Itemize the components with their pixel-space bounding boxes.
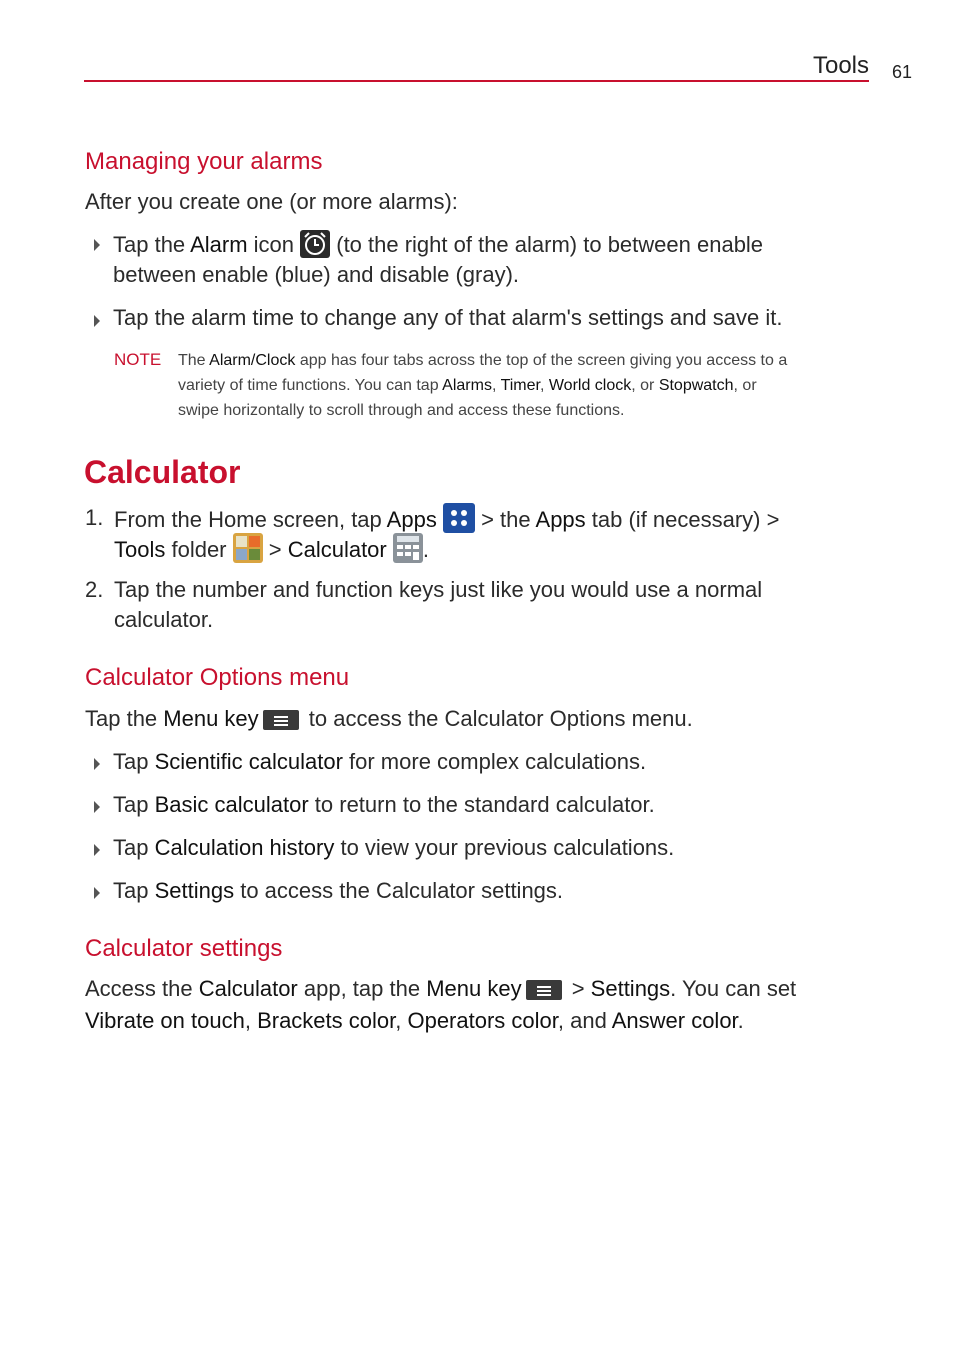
menu-key-icon [263, 710, 299, 730]
note-line-1: The Alarm/Clock app has four tabs across the top of the screen giving you access to a [178, 352, 788, 369]
step-1-cont: Tools folder > Calculator . [114, 533, 429, 571]
options-item: Tap Scientific calculator for more complex calculations. [113, 749, 647, 774]
options-heading: Calculator Options menu [85, 664, 350, 691]
alarms-bullet-2: Tap the alarm time to change any of that alarm's settings and save it. [113, 305, 783, 330]
bullet-arrow-icon [94, 758, 100, 770]
bullet-arrow-icon [94, 315, 100, 327]
alarms-heading: Managing your alarms [85, 148, 323, 175]
note-line-2: variety of time functions. You can tap Alarms, Timer, World clock, or Stopwatch, or [178, 377, 757, 394]
section-title: Tools [812, 52, 869, 79]
step-2-number: 2. [85, 577, 104, 602]
tools-folder-icon [233, 533, 263, 571]
options-item: Tap Basic calculator to return to the standard calculator. [113, 792, 655, 817]
settings-line-1: Access the Calculator app, tap the Menu key > Settings. You can set [85, 976, 797, 1001]
header-divider [84, 80, 869, 82]
options-item: Tap Settings to access the Calculator settings. [113, 878, 564, 903]
bullet-arrow-icon [94, 887, 100, 899]
bullet-arrow-icon [94, 239, 100, 251]
options-intro: Tap the Menu key to access the Calculator Options menu. [85, 706, 693, 731]
calculator-title: Calculator [84, 454, 241, 490]
bullet-arrow-icon [94, 801, 100, 813]
step-2-cont: calculator. [114, 607, 214, 632]
settings-heading: Calculator settings [85, 935, 283, 962]
note-line-3: swipe horizontally to scroll through and access these functions. [178, 402, 625, 419]
options-item: Tap Calculation history to view your previous calculations. [113, 835, 675, 860]
menu-key-icon [526, 980, 562, 1000]
alarms-bullet-1-cont: between enable (blue) and disable (gray). [113, 262, 520, 287]
alarms-bullet-1: Tap the Alarm icon (to the right of the alarm) to between enable [113, 230, 763, 266]
alarms-intro: After you create one (or more alarms): [85, 189, 458, 214]
calculator-icon [393, 533, 423, 571]
page-number: 61 [892, 62, 913, 82]
step-1-number: 1. [85, 505, 104, 530]
apps-grid-icon [443, 503, 475, 541]
note-label: NOTE [114, 350, 162, 369]
settings-line-2: Vibrate on touch, Brackets color, Operators color, and Answer color. [85, 1008, 744, 1033]
step-2: Tap the number and function keys just like you would use a normal [114, 577, 763, 602]
step-1: From the Home screen, tap Apps > the Apps tab (if necessary) > [114, 503, 779, 541]
bullet-arrow-icon [94, 844, 100, 856]
